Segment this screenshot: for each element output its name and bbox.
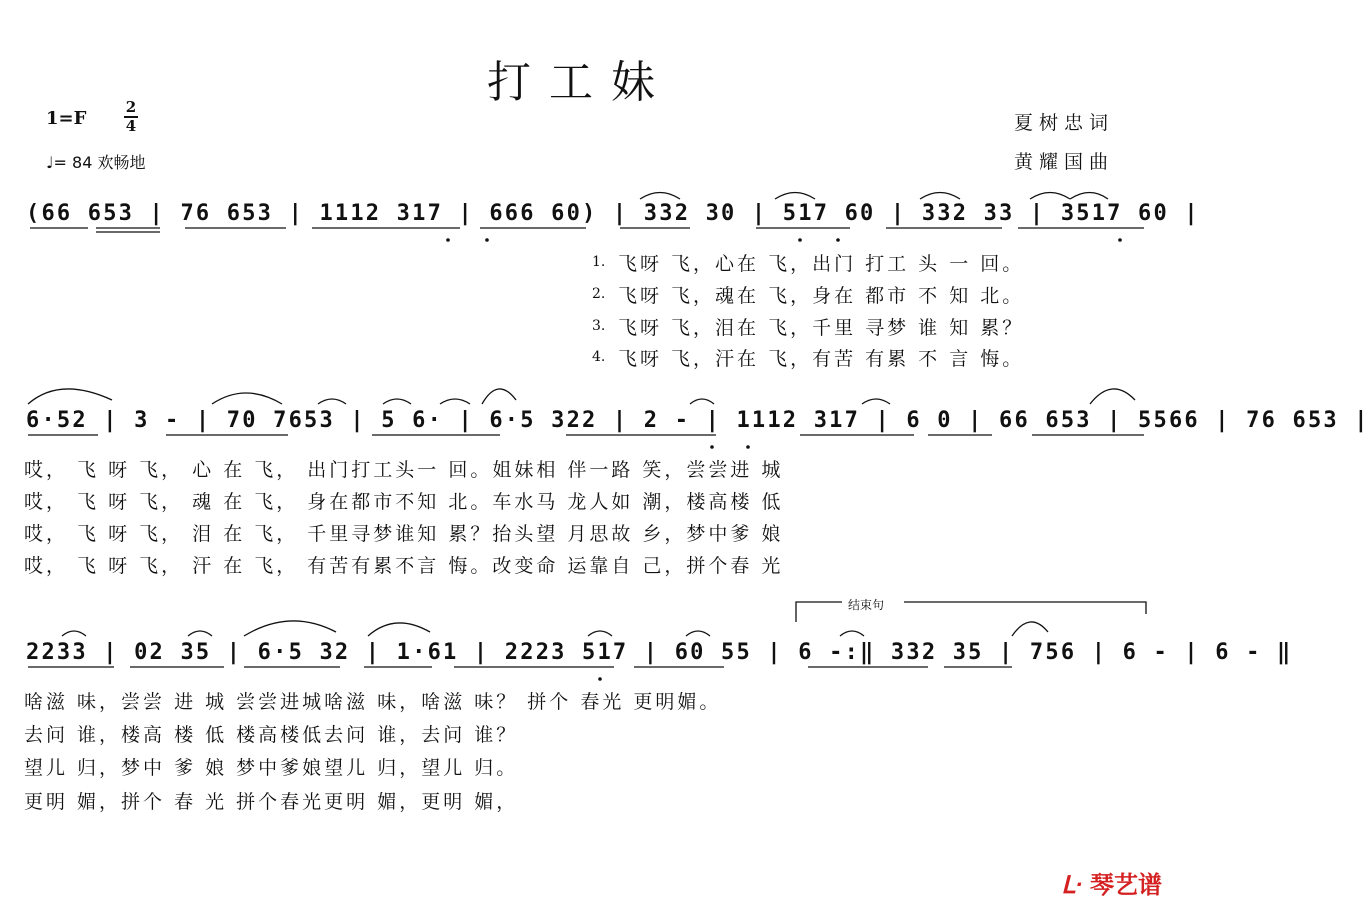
slur: [588, 631, 612, 636]
verse-number-3: 3.: [592, 318, 606, 334]
lyric-line-3-verse-1: 啥滋 味，尝尝 进 城 尝尝进城啥滋 味，啥滋 味？ 拼个 春光 更明媚。: [24, 691, 722, 713]
lyric-line-2-verse-1: 哎， 飞 呀 飞， 心 在 飞， 出门打工头一 回。姐妹相 伴一路 笑，尝尝进 城: [24, 459, 784, 481]
slur: [368, 623, 430, 636]
slur: [212, 393, 282, 404]
slur: [686, 631, 710, 636]
verse-number-2: 2.: [592, 286, 606, 302]
slur: [440, 399, 470, 404]
time-sig-bottom: 4: [125, 117, 137, 135]
ending-bracket: [796, 602, 842, 622]
watermark-mark-icon: ᒷ: [1061, 870, 1080, 899]
lyricist-credit: 夏树忠词: [1014, 112, 1115, 134]
page-title: 打工妹: [487, 57, 673, 108]
ending-label: 结束句: [848, 598, 885, 612]
time-sig-top: 2: [125, 98, 137, 116]
lyric-line-1-verse-3: 飞呀 飞，泪在 飞，千里 寻梦 谁 知 累？: [618, 317, 1025, 339]
lyric-line-2-verse-2: 哎， 飞 呀 飞， 魂 在 飞， 身在都市不知 北。车水马 龙人如 潮，楼高楼 低: [24, 491, 784, 513]
lyric-line-1-verse-1: 飞呀 飞，心在 飞，出门 打工 头 一 回。: [618, 253, 1025, 275]
qinyipu-watermark-logo: [1061, 865, 1162, 900]
notation-line-3: 2233 | 02 35 | 6·5 32 | 1·61 | 2223 517 | 60 55 | 6 -:‖ 332 35 | 756 | 6 - | 6 - ‖: [26, 640, 1293, 665]
slur: [482, 389, 516, 404]
composer-credit: 黄耀国曲: [1014, 151, 1115, 173]
slur: [28, 389, 112, 404]
watermark-text: 琴艺谱: [1090, 871, 1162, 899]
lyric-line-2-verse-4: 哎， 飞 呀 飞， 汗 在 飞， 有苦有累不言 悔。改变命 运靠自 己，拼个春 光: [24, 555, 784, 577]
tempo-marking: ♩= 84 欢畅地: [46, 153, 146, 172]
slur: [862, 399, 890, 404]
slur: [1030, 193, 1070, 200]
verse-number-4: 4.: [592, 349, 606, 365]
slur: [1070, 193, 1108, 200]
notation-line-1: (66 653 | 76 653 | 1112 317 | 666 60) | 332 30 | 517 60 | 332 33 | 3517 60 |: [26, 201, 1200, 226]
lyric-line-1-verse-4: 飞呀 飞，汗在 飞，有苦 有累 不 言 悔。: [618, 348, 1025, 370]
slur: [640, 193, 680, 200]
slur: [383, 399, 411, 404]
slur: [920, 193, 960, 200]
slur: [775, 193, 815, 200]
lyric-line-2-verse-3: 哎， 飞 呀 飞， 泪 在 飞， 千里寻梦谁知 累？抬头望 月思故 乡，梦中爹 娘: [24, 523, 784, 545]
key-signature: 1=F: [46, 108, 87, 129]
slur: [1012, 622, 1048, 636]
slur: [840, 631, 864, 636]
slur: [690, 399, 714, 404]
slur: [318, 399, 346, 404]
slur: [188, 631, 212, 636]
ending-bracket: [904, 602, 1146, 614]
lyric-line-1-verse-2: 飞呀 飞，魂在 飞，身在 都市 不 知 北。: [618, 285, 1025, 307]
slur: [62, 631, 86, 636]
slur: [244, 621, 336, 636]
verse-number-1: 1.: [592, 254, 606, 270]
notation-line-2: 6·52 | 3 - | 70 7653 | 5 6· | 6·5 322 | 2 - | 1112 317 | 6 0 | 66 653 | 5566 | 76 653 |: [26, 408, 1370, 433]
slur: [1090, 389, 1135, 404]
lyric-line-3-verse-4: 更明 媚，拼个 春 光 拼个春光更明 媚，更明 媚，: [24, 791, 519, 813]
lyric-line-3-verse-3: 望儿 归，梦中 爹 娘 梦中爹娘望儿 归，望儿 归。: [24, 757, 519, 779]
lyric-line-3-verse-2: 去问 谁，楼高 楼 低 楼高楼低去问 谁，去问 谁？: [24, 724, 519, 746]
